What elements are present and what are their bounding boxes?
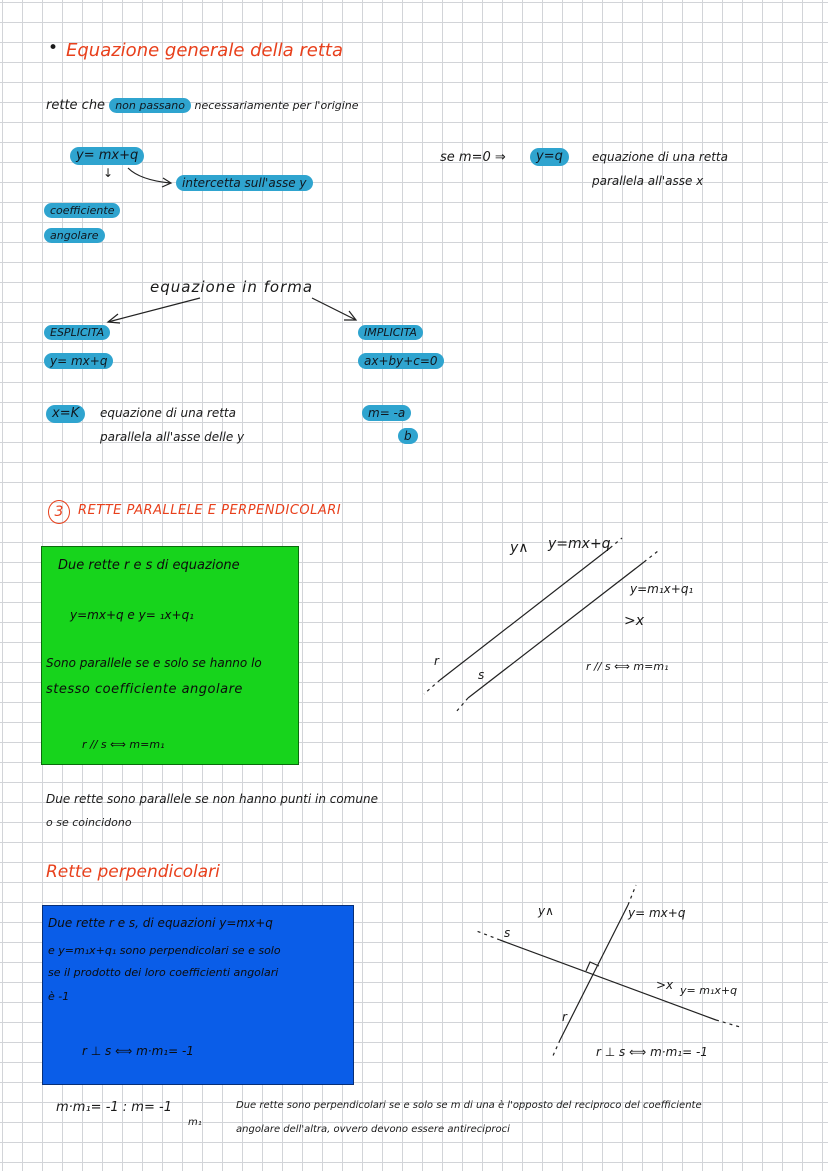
m-eq-den: b [398,428,418,444]
bottom-desc-1: Due rette sono perpendicolari se e solo se m di una è l'opposto del reciproco del coefficiente [236,1100,702,1111]
perp-condition: r ⊥ s ⟺ m·m₁= -1 [596,1045,708,1059]
parallel-y-label: y∧ [510,540,529,556]
parallel-r-label: r [434,654,439,668]
perp-eq-r: y= mx+q [628,906,686,920]
title-bullet: • [48,38,59,58]
line-s-extension-start [474,930,500,940]
line-r [560,905,628,1040]
blue-line-3: se il prodotto dei loro coefficienti angolari [48,966,279,979]
m-zero-text: se m=0 ⇒ [440,150,506,165]
green-line-3: Sono parallele se e solo se hanno lo [46,656,262,670]
xk-eq: x=K [46,405,85,423]
bottom-formula-num: 1 [163,1100,172,1115]
line-s [500,940,716,1020]
line-s-extension-end [716,1020,740,1027]
intro-suffix: necessariamente per l'origine [191,99,359,112]
bottom-desc-2: angolare dell'altra, ovvero devono essere antireciproci [236,1124,510,1135]
arrow-down-icon: ↓ [103,166,114,180]
m-eq-num: a [397,406,406,420]
blue-line-1: Due rette r e s, di equazioni y=mx+q [48,916,273,930]
coefficient-label-1: coefficiente [44,203,120,218]
implicita-eq: ax+by+c=0 [358,353,444,369]
green-line-2: y=mx+q e y= ₁x+q₁ [70,608,194,622]
parallel-eq-s: y=m₁x+q₁ [630,582,694,596]
forma-label: equazione in forma [150,278,314,296]
section2-title: RETTE PARALLELE E PERPENDICOLARI [78,503,342,518]
esplicita-label: ESPLICITA [44,325,110,340]
m-zero-eq: y=q [530,148,569,166]
parallel-x-label: >x [624,613,645,629]
perpendicular-title: Rette perpendicolari [46,862,220,882]
line-r-extension-start [628,885,636,905]
perp-r-label: r [562,1010,567,1024]
green-line-5: r // s ⟺ m=m₁ [82,738,165,751]
bottom-formula [56,1100,172,1116]
parallel-note-2: o se coincidono [46,816,132,829]
green-line-4: stesso coefficiente angolare [46,682,243,697]
parallel-eq-r: y=mx+q [548,536,611,552]
parallel-note-1: Due rette sono parallele se non hanno punti in comune [46,792,378,806]
xk-desc-1: equazione di una retta [100,406,236,420]
intro-prefix: rette che [46,98,110,113]
bottom-formula-text: m·m₁= -1 : m= - [56,1100,164,1115]
section1-title: Equazione generale della retta [66,40,343,61]
bottom-formula-den: m₁ [188,1117,202,1128]
line-r-extension-end [552,1040,560,1058]
perp-eq-s: y= m₁x+q [680,984,738,997]
parallel-s-label: s [478,668,485,682]
coefficient-label-2: angolare [44,228,105,243]
blue-line-5: r ⊥ s ⟺ m·m₁= -1 [82,1044,194,1058]
green-line-1: Due rette r e s di equazione [58,558,240,573]
m-zero-desc-1: equazione di una retta [592,150,728,164]
perp-y-label: y∧ [538,904,554,918]
esplicita-eq: y= mx+q [44,353,113,369]
parallel-condition: r // s ⟺ m=m₁ [586,660,669,673]
perp-x-label: >x [656,978,674,992]
m-zero-desc-2: parallela all'asse x [592,174,704,188]
perp-s-label: s [504,926,511,940]
section2-number: 3 [48,500,70,524]
blue-line-4: è -1 [48,990,70,1003]
xk-desc-2: parallela all'asse delle y [100,430,245,444]
blue-line-2: e y=m₁x+q₁ sono perpendicolari se e solo [48,944,281,957]
intercept-label: intercetta sull'asse y [176,175,313,191]
m-eq-prefix: m= - [368,406,398,420]
main-equation: y= mx+q [70,147,144,165]
implicita-label: IMPLICITA [358,325,423,340]
intro-highlight: non passano [109,98,191,113]
